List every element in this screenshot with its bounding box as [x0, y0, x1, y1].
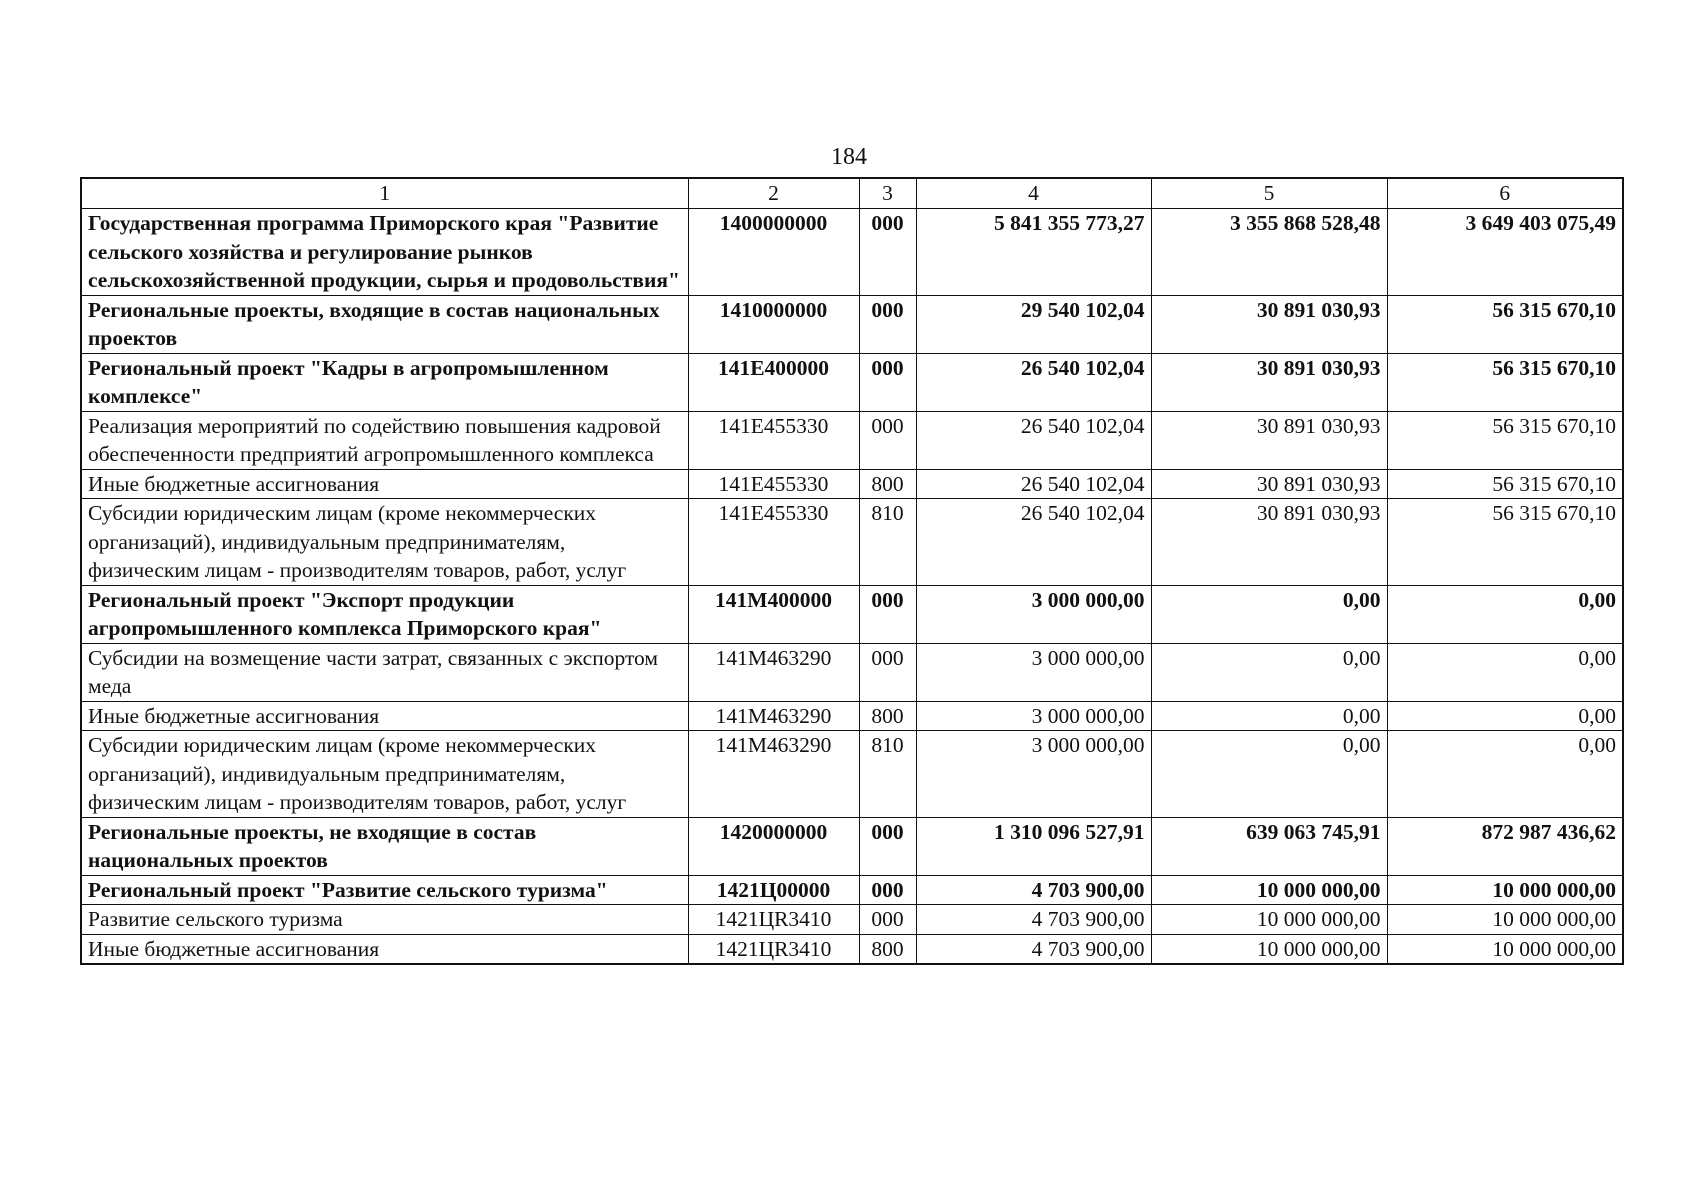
row-amount-col4-cell: 4 703 900,00: [916, 875, 1151, 905]
row-code-cell: 141Е455330: [688, 469, 859, 499]
row-name-cell: Региональный проект "Развитие сельского туризма": [81, 875, 688, 905]
budget-table: [80, 177, 1624, 965]
row-amount-col6-cell: 56 315 670,10: [1387, 295, 1623, 353]
row-amount-col5-cell: 10 000 000,00: [1151, 934, 1387, 964]
row-code-cell: 141М463290: [688, 701, 859, 731]
row-expense-type-cell: 810: [859, 731, 916, 818]
row-amount-col5-cell: 0,00: [1151, 731, 1387, 818]
row-amount-col5-cell: 3 355 868 528,48: [1151, 209, 1387, 296]
table-row: [81, 817, 1623, 875]
row-amount-col5-cell: 10 000 000,00: [1151, 875, 1387, 905]
row-name-cell: Развитие сельского туризма: [81, 905, 688, 935]
row-name-cell: Иные бюджетные ассигнования: [81, 934, 688, 964]
row-code-cell: 1421ЦR3410: [688, 905, 859, 935]
row-amount-col6-cell: 872 987 436,62: [1387, 817, 1623, 875]
table-row: [81, 353, 1623, 411]
row-amount-col6-cell: 0,00: [1387, 731, 1623, 818]
table-row: [81, 469, 1623, 499]
table-body: [81, 209, 1623, 965]
row-amount-col5-cell: 30 891 030,93: [1151, 411, 1387, 469]
row-name-cell: Иные бюджетные ассигнования: [81, 469, 688, 499]
row-amount-col6-cell: 10 000 000,00: [1387, 875, 1623, 905]
row-amount-col4-cell: 3 000 000,00: [916, 643, 1151, 701]
row-amount-col4-cell: 5 841 355 773,27: [916, 209, 1151, 296]
row-amount-col6-cell: 56 315 670,10: [1387, 411, 1623, 469]
row-name-cell: Реализация мероприятий по содействию повышения кадровой обеспеченности предприятий агропромышленного комплекса: [81, 411, 688, 469]
row-code-cell: 1400000000: [688, 209, 859, 296]
row-amount-col6-cell: 56 315 670,10: [1387, 353, 1623, 411]
column-header-3: 3: [859, 178, 916, 209]
row-amount-col4-cell: 3 000 000,00: [916, 585, 1151, 643]
row-amount-col5-cell: 0,00: [1151, 701, 1387, 731]
row-amount-col5-cell: 10 000 000,00: [1151, 905, 1387, 935]
row-amount-col4-cell: 26 540 102,04: [916, 353, 1151, 411]
row-expense-type-cell: 800: [859, 701, 916, 731]
table-row: [81, 411, 1623, 469]
row-code-cell: 141Е455330: [688, 499, 859, 586]
row-amount-col4-cell: 26 540 102,04: [916, 499, 1151, 586]
row-name-cell: Региональный проект "Кадры в агропромышленном комплексе": [81, 353, 688, 411]
row-amount-col6-cell: 10 000 000,00: [1387, 934, 1623, 964]
row-amount-col4-cell: 4 703 900,00: [916, 905, 1151, 935]
row-expense-type-cell: 000: [859, 643, 916, 701]
table-row: [81, 209, 1623, 296]
row-expense-type-cell: 000: [859, 905, 916, 935]
row-expense-type-cell: 000: [859, 817, 916, 875]
page-number: 184: [831, 144, 867, 170]
row-amount-col4-cell: 3 000 000,00: [916, 701, 1151, 731]
table-row: [81, 499, 1623, 586]
row-name-cell: Субсидии юридическим лицам (кроме некоммерческих организаций), индивидуальным предпринимателям, физическим лицам - производителям товаров, работ, услуг: [81, 731, 688, 818]
row-expense-type-cell: 000: [859, 875, 916, 905]
row-amount-col4-cell: 1 310 096 527,91: [916, 817, 1151, 875]
table-row: [81, 643, 1623, 701]
row-amount-col5-cell: 30 891 030,93: [1151, 499, 1387, 586]
row-amount-col4-cell: 4 703 900,00: [916, 934, 1151, 964]
row-amount-col6-cell: 3 649 403 075,49: [1387, 209, 1623, 296]
column-header-6: 6: [1387, 178, 1623, 209]
row-expense-type-cell: 000: [859, 353, 916, 411]
table-row: [81, 295, 1623, 353]
column-header-5: 5: [1151, 178, 1387, 209]
table-row: [81, 875, 1623, 905]
row-amount-col5-cell: 0,00: [1151, 585, 1387, 643]
row-expense-type-cell: 800: [859, 934, 916, 964]
row-expense-type-cell: 000: [859, 585, 916, 643]
row-amount-col6-cell: 0,00: [1387, 701, 1623, 731]
column-header-2: 2: [688, 178, 859, 209]
row-expense-type-cell: 000: [859, 295, 916, 353]
row-amount-col6-cell: 56 315 670,10: [1387, 469, 1623, 499]
row-expense-type-cell: 000: [859, 209, 916, 296]
column-header-4: 4: [916, 178, 1151, 209]
row-amount-col4-cell: 26 540 102,04: [916, 469, 1151, 499]
row-name-cell: Региональный проект "Экспорт продукции агропромышленного комплекса Приморского края": [81, 585, 688, 643]
row-expense-type-cell: 000: [859, 411, 916, 469]
row-amount-col6-cell: 0,00: [1387, 585, 1623, 643]
row-expense-type-cell: 810: [859, 499, 916, 586]
table-row: [81, 731, 1623, 818]
row-amount-col4-cell: 26 540 102,04: [916, 411, 1151, 469]
table-row: [81, 701, 1623, 731]
table-row: [81, 585, 1623, 643]
row-name-cell: Иные бюджетные ассигнования: [81, 701, 688, 731]
row-amount-col5-cell: 30 891 030,93: [1151, 353, 1387, 411]
row-code-cell: 141М400000: [688, 585, 859, 643]
row-code-cell: 1410000000: [688, 295, 859, 353]
column-header-1: 1: [81, 178, 688, 209]
row-code-cell: 141Е455330: [688, 411, 859, 469]
row-amount-col6-cell: 10 000 000,00: [1387, 905, 1623, 935]
row-code-cell: 141М463290: [688, 643, 859, 701]
row-name-cell: Региональные проекты, не входящие в состав национальных проектов: [81, 817, 688, 875]
row-amount-col4-cell: 3 000 000,00: [916, 731, 1151, 818]
header-row: [81, 178, 1623, 209]
row-name-cell: Региональные проекты, входящие в состав национальных проектов: [81, 295, 688, 353]
row-expense-type-cell: 800: [859, 469, 916, 499]
row-code-cell: 141Е400000: [688, 353, 859, 411]
row-code-cell: 1421ЦR3410: [688, 934, 859, 964]
table-row: [81, 934, 1623, 964]
row-name-cell: Государственная программа Приморского края "Развитие сельского хозяйства и регулирование рынков сельскохозяйственной продукции, сырья и продовольствия": [81, 209, 688, 296]
row-amount-col4-cell: 29 540 102,04: [916, 295, 1151, 353]
row-amount-col5-cell: 639 063 745,91: [1151, 817, 1387, 875]
row-name-cell: Субсидии на возмещение части затрат, связанных с экспортом меда: [81, 643, 688, 701]
row-amount-col6-cell: 0,00: [1387, 643, 1623, 701]
row-amount-col5-cell: 30 891 030,93: [1151, 469, 1387, 499]
row-code-cell: 141М463290: [688, 731, 859, 818]
row-code-cell: 1421Ц00000: [688, 875, 859, 905]
row-code-cell: 1420000000: [688, 817, 859, 875]
row-amount-col6-cell: 56 315 670,10: [1387, 499, 1623, 586]
row-amount-col5-cell: 30 891 030,93: [1151, 295, 1387, 353]
table-row: [81, 905, 1623, 935]
row-name-cell: Субсидии юридическим лицам (кроме некоммерческих организаций), индивидуальным предпринимателям, физическим лицам - производителям товаров, работ, услуг: [81, 499, 688, 586]
row-amount-col5-cell: 0,00: [1151, 643, 1387, 701]
